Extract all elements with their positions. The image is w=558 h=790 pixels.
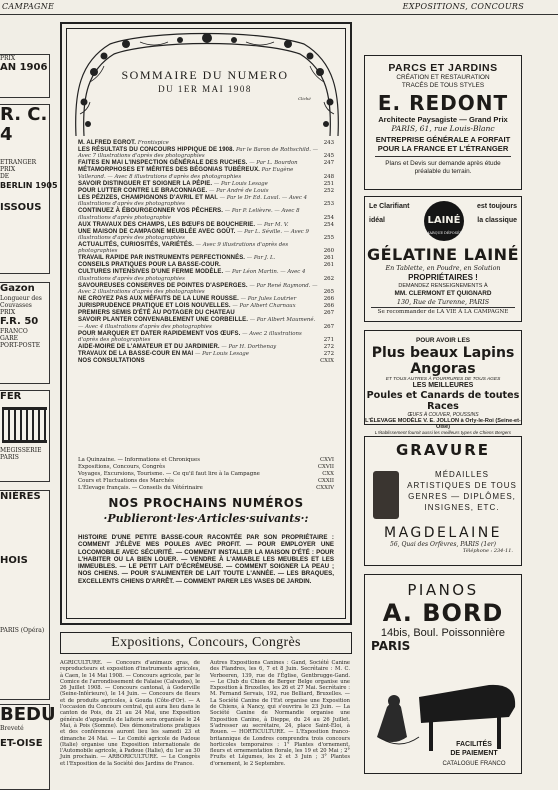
toc-entry: [78, 188, 334, 194]
toc-entry-title: M. ALFRED EGROT.: [78, 140, 137, 146]
toc-entry-page: 272: [323, 344, 334, 351]
secondary-entry-title: Expositions, Concours, Congrès: [78, 464, 166, 470]
laine-logo: LAINÉ: [424, 201, 464, 241]
toc-entry-title: CONSEILS PRATIQUES POUR LA BASSE-COUR.: [78, 262, 221, 269]
toc-entry-page: 247: [323, 160, 334, 167]
toc-entry-subtitle: — Par J. L.: [246, 255, 276, 262]
toc-entry-subtitle: — Par H. Dorthenay: [221, 344, 277, 351]
toc-entry-page: 254: [323, 221, 334, 228]
toc-entry-title: AUX TRAVAUX DES CHAMPS, LES BŒUFS DE BOUCHERIE.: [78, 221, 256, 228]
secondary-entry-title: La Quinzaine. — Informations et Chroniques: [78, 457, 200, 463]
toc-entry-title: UNE MAISON DE CAMPAGNE MEUBLÉE AVEC GOÛT.: [78, 228, 236, 235]
sommaire-date: DU 1ER MAI 1908: [158, 84, 252, 94]
toc-entry-title: JURISPRUDENCE PRATIQUE ET LOIS NOUVELLES.: [78, 303, 231, 310]
secondary-entry-title: L'Élevage français. — Conseils du Vétérinaire: [78, 485, 203, 491]
secondary-entry-title: Voyages, Excursions, Tourisme. — Ce qu'il faut lire à la Campagne: [78, 471, 260, 477]
toc-entry: [78, 160, 334, 166]
toc-entry: [78, 317, 334, 330]
toc-entry-page: 255: [323, 235, 334, 242]
gelatine-name: GÉLATINE LAINÉ: [366, 245, 519, 264]
toc-entry: [78, 269, 334, 282]
toc-entry-title: NE CROYEZ PAS AUX MÉFAITS DE LA LUNE ROUSSE.: [78, 296, 239, 303]
toc-entry-subtitle: — Par L. Bourdon: [249, 160, 298, 167]
toc-entry-title: TRAVAIL RAPIDE PAR INSTRUMENTS PERFECTIONNÉS.: [78, 255, 246, 262]
toc-entry-title: PREMIERS SEMIS D'ÉTÉ AU POTAGER DU CHATEAU: [78, 310, 235, 317]
gate-illustration: [2, 407, 47, 443]
left-ad-strip: [0, 20, 58, 790]
secondary-entry: [78, 485, 334, 491]
toc-entry-subtitle: — Par Léon Martin. — Avec 4 illustrations d'après des photographies: [78, 269, 306, 282]
toc-entry: [78, 331, 334, 344]
toc-entry-page: 252: [323, 187, 334, 194]
secondary-entry-page: CXX: [322, 471, 334, 477]
left-ad-4: FER MEGISSERIE PARIS: [0, 390, 50, 482]
toc-entry-subtitle: — Par L. Séville. — Avec 9 illustrations d'après des photographies: [78, 228, 309, 242]
toc-entry-page: 266: [323, 303, 334, 310]
toc-entry-page: 243: [323, 140, 334, 146]
header-left: CAMPAGNE: [2, 2, 55, 11]
page-header: [0, 0, 558, 15]
next-issues-text: HISTOIRE D'UNE PETITE BASSE-COUR RACONTÉE PAR SON PROPRIÉTAIRE : COMMENT J'ÉLÈVE MES POULES AVEC PROFIT. — POUR EMPLOYER UNE LOCOMOBILE AVEC SÉCURITÉ. — COMMENT INSTALLER LA MAISON D'ÉTÉ : POUR L'HABITER OU LA BIEN LOUER. — VENDRE À L'AMIABLE LES MEUBLES ET LES IMMEUBLES. — LE PETIT LAIT D'ÉCRÉMEUSE. — COMMENT SOIGNER LA PEAU ; NOS CHIENS. — POUR S'ALIMENTER DE LAIT TOUTE L'ANNÉE. — LES BRAQUES, EXCELLENTS CHIENS D'ARRÊT. — COMMENT PARER LES VASES DE JARDIN.: [78, 534, 334, 585]
toc-entry: [78, 147, 334, 160]
toc-entry-page: 251: [323, 180, 334, 187]
toc-entry-title: LES RÉSULTATS DU CONCOURS HIPPIQUE DE 1908.: [78, 147, 235, 153]
toc-entry-title: LES PÉZIZES, CHAMPIGNONS D'AVRIL ET MAI.: [78, 194, 218, 201]
toc-entry-title: SAVOUREUSES CONSERVES DE POINTES D'ASPERGES.: [78, 282, 248, 289]
toc-entry-page: 245: [323, 153, 334, 160]
toc-entry-subtitle: Frontispice: [137, 140, 169, 146]
toc-entry-subtitle: — Par Louis Lesage: [213, 180, 268, 187]
secondary-entry-title: Cours et Fluctuations des Marchés: [78, 478, 174, 484]
toc-entry: [78, 296, 334, 302]
expositions-column-1: AGRICULTURE. — Concours d'animaux gras, de reproducteurs et exposition d'instruments agricoles, à Caen, le 14 Mai 1908. — Concours agricole, par le Comice de l'arrondissement de Falaise (Calvados), le 26 Juillet 1908. — Concours cantonal, à Goderville (Seine-Inférieure), le 14 Juin. — Concours de fleurs et de produits agricoles, à Gouda (Côte-d'Or). — A l'occasion du Concours central, qui aura lieu dans le canton de Pois, du 21 au 24 Mai, une Exposition générale d'appareils de laiterie sera organisée le 24 Mai, à Pois (Somme). Des démonstrations pratiques et des conférences auront lieu les samedi 23 et dimanche 24 Mai. — Le Comité agricole de Padoue (Italie) organise une Exposition internationale de l'Automobile agricole, à Padoue (Italie), du 1er au 30 Juin prochain. — ARBORICULTURE. — Le Congrès et l'Exposition de la Société des Jardins de France.: [60, 660, 200, 767]
left-ad-6: BEDU Breveté ET-OISE: [0, 704, 50, 790]
toc-entry-subtitle: — Par Jules Loutrier: [240, 296, 297, 303]
toc-entry: [78, 208, 334, 221]
toc-entry-page: 272: [323, 351, 334, 358]
secondary-entry: [78, 457, 334, 463]
redont-name: E. REDONT: [377, 91, 509, 115]
photo-credit: Cliché: [298, 96, 311, 101]
toc-entry-title: MÉTAMORPHOSES ET MÉRITES DES BÉGONIAS TUBÉREUX.: [78, 167, 260, 174]
toc-entry-page: 262: [323, 275, 334, 282]
toc-entry-page: 248: [323, 173, 334, 180]
toc-entry-subtitle: — Par Albert Maumené. — Avec 4 illustrations d'après des photographies: [78, 317, 316, 330]
toc-entry: [78, 283, 334, 296]
toc-entry-subtitle: Par Eugène Vallerand. — Avec 8 illustrations d'après des photographies: [78, 167, 294, 180]
toc-entry-page: 261: [323, 255, 334, 262]
toc-entry-title: SAVOIR PLANTER CONVENABLEMENT UNE CORBEILLE.: [78, 317, 248, 324]
secondary-entry: [78, 478, 334, 484]
bord-name: A. BORD: [382, 599, 504, 627]
toc-entry-title: POUR LUTTER CONTRE LE BRACONNAGE.: [78, 187, 208, 194]
expositions-body: [60, 660, 352, 790]
toc-entry-page: 253: [323, 201, 334, 208]
toc-entry-page: 267: [323, 323, 334, 330]
toc-entry-page: 261: [323, 262, 334, 269]
next-issues-box: [78, 496, 334, 585]
ad-gravure: GRAVURE MÉDAILLES ARTISTIQUES DE TOUS GENRES — DIPLÔMES, INSIGNES, ETC. MAGDELAINE 56, Quai des Orfèvres, PARIS (1er) Téléphone : 234-11.: [364, 436, 522, 566]
toc-entry: [78, 310, 334, 316]
secondary-entry: [78, 471, 334, 477]
toc-entry: [78, 303, 334, 309]
toc-entry-subtitle: — Par M. V.: [256, 221, 289, 228]
toc-entry: [78, 255, 334, 261]
secondary-entry-page: CXXII: [317, 478, 334, 484]
secondary-entry: [78, 464, 334, 470]
secondary-entry-page: CXXIV: [316, 485, 334, 491]
sommaire-panel: [60, 22, 352, 625]
secondary-contents: [78, 457, 334, 491]
toc-entry-title: POUR MARQUER ET DATER RAPIDEMENT VOS ŒUFS.: [78, 330, 241, 337]
ad-pianos-bord: PIANOS A. BORD 14bis, Boul. Poissonnière PARIS FACILITÉS DE PAIEMENT CATALOGUE FRANCO: [364, 574, 522, 774]
toc-entry: [78, 358, 334, 364]
next-issues-title: NOS PROCHAINS NUMÉROS: [108, 496, 304, 510]
toc-entry: [78, 229, 334, 242]
ad-gelatine-laine: Le Clarifiant idéal est toujours la classique LAINÉ MARQUE DÉPOSÉE GÉLATINE LAINÉ En Tablette, en Poudre, en Solution PROPRIÉTAIRES ! DEMANDEZ RENSEIGNEMENTS À MM. CLERMONT ET QUIGNARD 130, Rue de Turenne, PARIS Se recommander de LA VIE À LA CAMPAGNE: [364, 196, 522, 322]
table-of-contents: [78, 140, 334, 364]
left-ad-1: PRIX AN 1906: [0, 54, 50, 98]
expositions-column-2: Autres Expositions Canines : Gand, Société Canine des Flandres, les 6, 7 et 8 Juin. Secrétaire : M. C. Verbeeren, 139, rue de l'Église, Gentbrugge-Gand. — Le Club du Chien de Berger Belge organise une Exposition à Bruxelles, les 26 et 27 Mai. Secrétaire : M. Fernand Servais, 192, rue Belliard, Bruxelles. — La Société Canine de l'Est organise une Exposition de Chiens, à Nancy, qui s'ouvrira le 23 Juin. — La Société Canine de Normandie organise une Exposition Canine, à Dieppe, du 24 au 26 Juillet. S'adresser au secrétaire, 24, place Saint-Éloi, à Rouen. — HORTICULTURE. — L'Exposition franco-britannique de Londres comprendra trois concours horticoles temporaires : 1° Plantes d'ornement, fleurs et ornementation florale, les 19 et 20 Mai ; 2° Fruits et Légumes, les 2 et 3 Juin ; 3° Plantes d'ornement, le 2 Septembre.: [210, 660, 350, 767]
toc-entry-page: 260: [323, 248, 334, 255]
next-issues-subtitle: ·Publieront·les·Articles·suivants·:: [103, 512, 309, 525]
toc-entry-subtitle: — Par le Dr Ed. Laval. — Avec 4 illustrations d'après des photographies: [78, 194, 308, 208]
toc-entry-subtitle: — Par Louis Lesage: [195, 351, 249, 358]
toc-entry-page: 254: [323, 214, 334, 221]
toc-entry-subtitle: — Par P. Lelièvre. — Avec 8 illustrations d'après photographie: [78, 208, 300, 221]
toc-entry: [78, 344, 334, 350]
toc-entry-subtitle: — Par André de Louis: [209, 187, 269, 194]
toc-entry: [78, 195, 334, 208]
toc-entry-subtitle: — Par Albert Charnaux: [232, 303, 296, 310]
sommaire-title: SOMMAIRE DU NUMERO: [121, 68, 289, 82]
secondary-entry-page: CXVII: [317, 464, 334, 470]
ad-parcs-jardins: PARCS ET JARDINS CRÉATION ET RESTAURATION TRACÉS DE TOUS STYLES E. REDONT Architecte Paysagiste — Grand Prix PARIS, 61, rue Louis-Blanc ENTREPRISE GÉNÉRALE A FORFAIT POUR LA FRANCE ET L'ÉTRANGER Plans et Devis sur demande après étude préalable du terrain.: [364, 55, 522, 190]
toc-entry-subtitle: — Avec 9 illustrations d'après des photographies: [78, 242, 289, 255]
toc-entry-title: CULTURES INTENSIVES D'UNE FERME MODÈLE.: [78, 269, 224, 276]
left-ad-5: NIÈRES HOIS PARIS (Opéra): [0, 490, 50, 700]
header-right: EXPOSITIONS, CONCOURS: [402, 2, 524, 11]
toc-entry-subtitle: — Avec 2 illustrations d'après des photographies: [78, 330, 302, 344]
toc-entry: [78, 140, 334, 146]
toc-entry-subtitle: — Par René Raymond. — Avec 2 illustrations d'après des photographies: [78, 282, 318, 296]
toc-entry: [78, 242, 334, 255]
toc-entry-page: CXIX: [320, 358, 334, 365]
toc-entry: [78, 222, 334, 228]
toc-entry: [78, 167, 334, 180]
left-ad-2: R. C. 4 ETRANGER PRIX DE BERLIN 1905 ISSOUS: [0, 104, 50, 274]
toc-entry-title: TRAVAUX DE LA BASSE-COUR EN MAI: [78, 351, 194, 358]
toc-entry-page: 267: [323, 310, 334, 317]
expositions-heading: Expositions, Concours, Congrès: [60, 632, 352, 654]
toc-entry-title: NOS CONSULTATIONS: [78, 358, 145, 365]
toc-entry: [78, 351, 334, 357]
toc-entry-subtitle: Par le Baron de Rothschild. — Avec 7 illustrations d'après des photographies: [78, 147, 319, 160]
toc-entry-title: SAVOIR DISTINGUER ET SOIGNER LA PÉPIE.: [78, 180, 213, 187]
ad-lapins-angoras: POUR AVOIR LES Plus beaux Lapins Angoras ET TOUS AUTRES À FOURRURES DE TOUS AGES LES MEILLEURES Poules et Canards de toutes Races ŒUFS À COUVER, POUSSINS L'ÉLEVAGE MODÈLE V. E. JOLLON à Orly-le-Roi (Seine-et-Oise) L'établissement fournit aussi les meilleurs types de Chiens Bergers: [364, 330, 522, 425]
toc-entry-page: 265: [323, 289, 334, 296]
secondary-entry-page: CXVI: [320, 457, 334, 463]
medal-illustration: [373, 471, 399, 519]
toc-entry-title: CONTINUEZ À ÉBOURGEONNER VOS PÊCHERS.: [78, 208, 224, 215]
toc-entry-page: 271: [323, 337, 334, 344]
toc-entry-title: ACTUALITÉS, CURIOSITÉS, VARIÉTÉS.: [78, 242, 194, 249]
toc-entry: [78, 262, 334, 268]
toc-entry-title: AIDE-MOIRE DE L'AMATEUR ET DU JARDINIER.: [78, 344, 220, 351]
toc-entry-title: FAITES EN MAI L'INSPECTION GÉNÉRALE DES RUCHES.: [78, 160, 248, 167]
toc-entry: [78, 181, 334, 187]
left-ad-3: Gazon Longueur des Couvasses PRIX F.R. 50 FRANCO GARE PORT-POSTE: [0, 282, 50, 384]
toc-entry-page: 266: [323, 296, 334, 303]
